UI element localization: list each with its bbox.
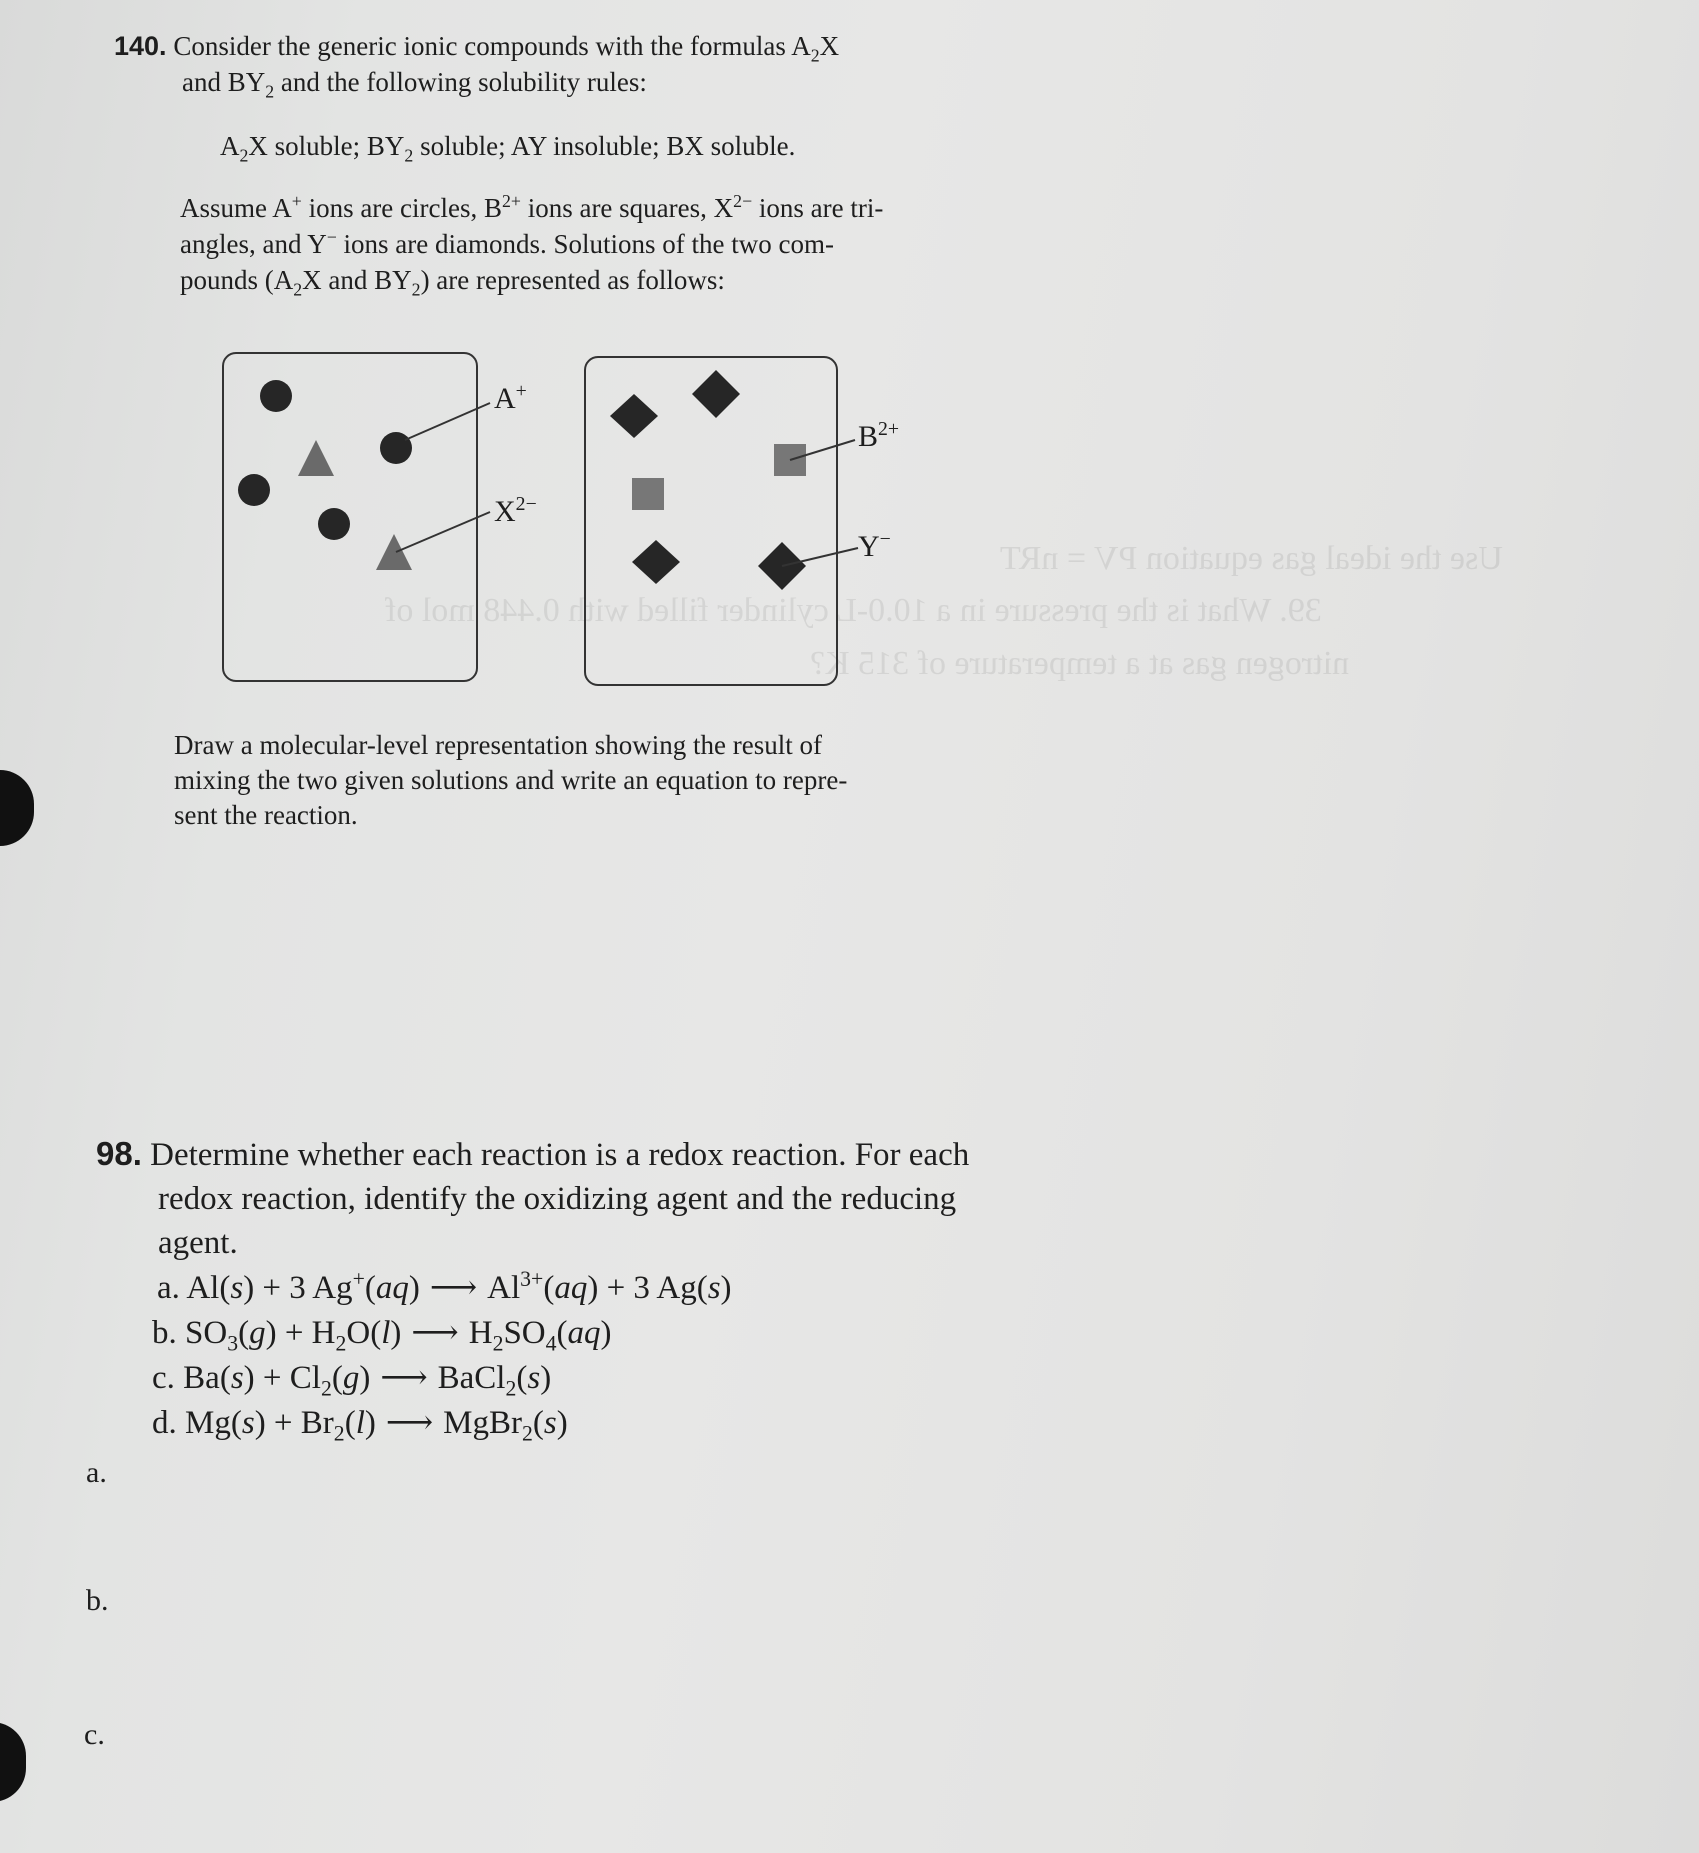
reaction-arrow: ⟶ xyxy=(411,1315,459,1351)
eq-sub: 2 xyxy=(492,1331,504,1356)
eq-part: ) xyxy=(540,1360,552,1396)
X-ion-triangle xyxy=(298,440,334,476)
label-Y-text: Y xyxy=(858,530,880,563)
label-X-sup: 2− xyxy=(515,493,537,515)
label-A-plus xyxy=(494,382,527,416)
label-A-sup: + xyxy=(515,380,527,402)
eq-state: aq xyxy=(567,1315,601,1351)
eq-part: ( xyxy=(344,1405,356,1441)
assume-l3-sub1: 2 xyxy=(293,279,303,300)
reaction-arrow: ⟶ xyxy=(380,1360,428,1396)
assume-l3-b: X and BY xyxy=(302,265,412,295)
Y-ion-diamond xyxy=(632,540,680,584)
draw-line3: sent the reaction. xyxy=(174,800,358,830)
eq-part: Al( xyxy=(186,1270,231,1306)
Y-ion-diamond xyxy=(610,394,658,438)
intro-sub-2: 2 xyxy=(265,81,275,102)
label-Y-minus xyxy=(858,530,891,564)
problem-98-q-l1: Determine whether each reaction is a redox reaction. For each xyxy=(150,1137,970,1173)
A-ion-circle xyxy=(260,380,292,412)
A-ion-circle xyxy=(318,508,350,540)
eq-state: l xyxy=(381,1315,391,1351)
problem-140-number: 140. xyxy=(114,31,167,61)
assume-l1-a: Assume A xyxy=(180,193,292,223)
Y-ion-diamond xyxy=(692,370,740,418)
eq-part: SO xyxy=(185,1315,228,1351)
label-B-sup: 2+ xyxy=(878,418,900,440)
eq-part: ) + 3 Ag xyxy=(243,1270,353,1306)
rules-text-b: X soluble; BY xyxy=(248,131,405,161)
eq-part: ) + Br xyxy=(254,1405,334,1441)
eq-state: s xyxy=(527,1360,541,1396)
problem-98-line3: agent. xyxy=(158,1225,238,1261)
eq-state: g xyxy=(342,1360,360,1396)
label-X-2minus xyxy=(494,495,537,529)
reaction-list xyxy=(152,1266,1152,1446)
bleed-through-line3: nitrogen gas at a temperature of 315 K? xyxy=(810,645,1350,682)
eq-state: s xyxy=(230,1270,244,1306)
assume-l2-sup: − xyxy=(326,227,337,247)
rules-sub-2: 2 xyxy=(404,145,414,166)
binder-hole-bottom xyxy=(0,1722,26,1802)
eq-part: Ba( xyxy=(183,1360,231,1396)
problem-98 xyxy=(96,1132,1196,1265)
rules-text-c: soluble; AY insoluble; BX soluble. xyxy=(413,131,796,161)
reaction-d xyxy=(152,1401,1152,1446)
problem-98-line2: redox reaction, identify the oxidizing agent and the reducing xyxy=(158,1181,957,1217)
label-B-2plus xyxy=(858,420,899,454)
eq-part: SO xyxy=(503,1315,546,1351)
eq-part: ( xyxy=(364,1270,376,1306)
label-Y-sup: − xyxy=(879,528,891,550)
eq-part: ( xyxy=(238,1315,250,1351)
eq-sub: 4 xyxy=(545,1331,557,1356)
X-ion-triangle xyxy=(376,534,412,570)
eq-part: ( xyxy=(516,1360,528,1396)
B-ion-square xyxy=(632,478,664,510)
eq-part: ) xyxy=(364,1405,376,1441)
eq-state: g xyxy=(249,1315,266,1351)
eq-part: ) + Cl xyxy=(243,1360,321,1396)
A-ion-circle xyxy=(238,474,270,506)
eq-part: ) + H xyxy=(265,1315,336,1351)
label-X-text: X xyxy=(494,495,516,528)
eq-part: BaCl xyxy=(437,1360,506,1396)
intro-text-1-end: X xyxy=(819,31,840,61)
eq-state: aq xyxy=(554,1270,588,1306)
eq-sub: 2 xyxy=(320,1376,332,1401)
draw-line1: Draw a molecular-level representation showing the result of xyxy=(174,730,822,760)
eq-sub: 2 xyxy=(505,1376,517,1401)
eq-part: ) xyxy=(720,1270,732,1306)
eq-part: O( xyxy=(346,1315,382,1351)
eq-sub: 3 xyxy=(227,1331,239,1356)
leader-line-A xyxy=(405,403,490,440)
eq-state: s xyxy=(241,1405,255,1441)
eq-part: ( xyxy=(556,1315,568,1351)
assume-l3-sub2: 2 xyxy=(411,279,421,300)
eq-part: Mg( xyxy=(185,1405,242,1441)
reaction-arrow: ⟶ xyxy=(429,1270,478,1306)
draw-line2: mixing the two given solutions and write an equation to repre- xyxy=(174,765,848,795)
leader-line-X xyxy=(396,512,490,552)
label-B-text: B xyxy=(858,420,879,453)
eq-state: s xyxy=(543,1405,557,1441)
eq-part: ) xyxy=(359,1360,371,1396)
reaction-c xyxy=(152,1356,1152,1401)
intro-text-2a: and BY xyxy=(182,67,266,97)
intro-text-1: Consider the generic ionic compounds with the formulas A xyxy=(173,31,811,61)
eq-part: ( xyxy=(331,1360,343,1396)
assume-l1-c: ions are squares, X xyxy=(520,193,734,223)
intro-sub-1: 2 xyxy=(810,45,820,66)
assume-l1-d: ions are tri- xyxy=(752,193,884,223)
assume-l1-b: ions are circles, B xyxy=(301,193,502,223)
intro-text-2b: and the following solubility rules: xyxy=(274,67,647,97)
binder-hole-top xyxy=(0,770,34,846)
eq-state: l xyxy=(355,1405,365,1441)
eq-part: ( xyxy=(543,1270,555,1306)
eq-part: ) xyxy=(408,1270,420,1306)
draw-instructions xyxy=(174,728,1014,833)
eq-part: ) + 3 Ag( xyxy=(587,1270,708,1306)
assume-l2-a: angles, and Y xyxy=(180,229,327,259)
eq-sub: 2 xyxy=(522,1421,533,1446)
eq-part: ) xyxy=(600,1315,612,1351)
eq-state: aq xyxy=(375,1270,409,1306)
eq-part: ( xyxy=(532,1405,544,1441)
eq-sub: 2 xyxy=(333,1421,345,1446)
A-ion-circle xyxy=(380,432,412,464)
bleed-through-line1: Use the ideal gas equation PV = nRT xyxy=(1000,540,1503,577)
answer-label-a: a. xyxy=(86,1456,107,1489)
reaction-d-letter: d. xyxy=(152,1405,177,1441)
eq-part: ) xyxy=(390,1315,402,1351)
eq-part: ) xyxy=(556,1405,568,1441)
reaction-arrow: ⟶ xyxy=(385,1405,434,1441)
assume-l3-c: ) are represented as follows: xyxy=(420,265,725,295)
assume-l1-sup1: + xyxy=(291,191,302,211)
reaction-c-letter: c. xyxy=(152,1360,175,1396)
reaction-a-letter: a. xyxy=(157,1270,180,1306)
rules-sub-1: 2 xyxy=(239,145,249,166)
reaction-b-letter: b. xyxy=(152,1315,177,1351)
rules-text-a: A xyxy=(220,131,240,161)
assume-l2-b: ions are diamonds. Solutions of the two com- xyxy=(336,229,834,259)
reaction-b xyxy=(152,1311,1152,1356)
eq-sub: 2 xyxy=(335,1331,347,1356)
problem-98-line1 xyxy=(96,1132,1196,1177)
eq-part: H xyxy=(468,1315,493,1351)
ion-diagram xyxy=(0,0,1000,720)
label-A-text: A xyxy=(494,382,516,415)
eq-state: s xyxy=(230,1360,244,1396)
assume-l1-sup3: 2− xyxy=(733,191,753,211)
reaction-a xyxy=(152,1266,1152,1311)
eq-part: Al xyxy=(487,1270,521,1306)
assume-l1-sup2: 2+ xyxy=(502,191,521,211)
eq-sup: 3+ xyxy=(520,1267,544,1291)
problem-98-number: 98. xyxy=(96,1135,142,1172)
eq-sup: + xyxy=(352,1267,365,1291)
eq-part: MgBr xyxy=(443,1405,523,1441)
assume-l3-a: pounds (A xyxy=(180,265,294,295)
answer-label-b: b. xyxy=(86,1584,109,1617)
eq-state: s xyxy=(707,1270,721,1306)
bleed-through-line2: 39. What is the pressure in a 10.0-L cylinder filled with 0.448 mol of xyxy=(385,592,1322,629)
answer-label-c: c. xyxy=(84,1718,105,1751)
